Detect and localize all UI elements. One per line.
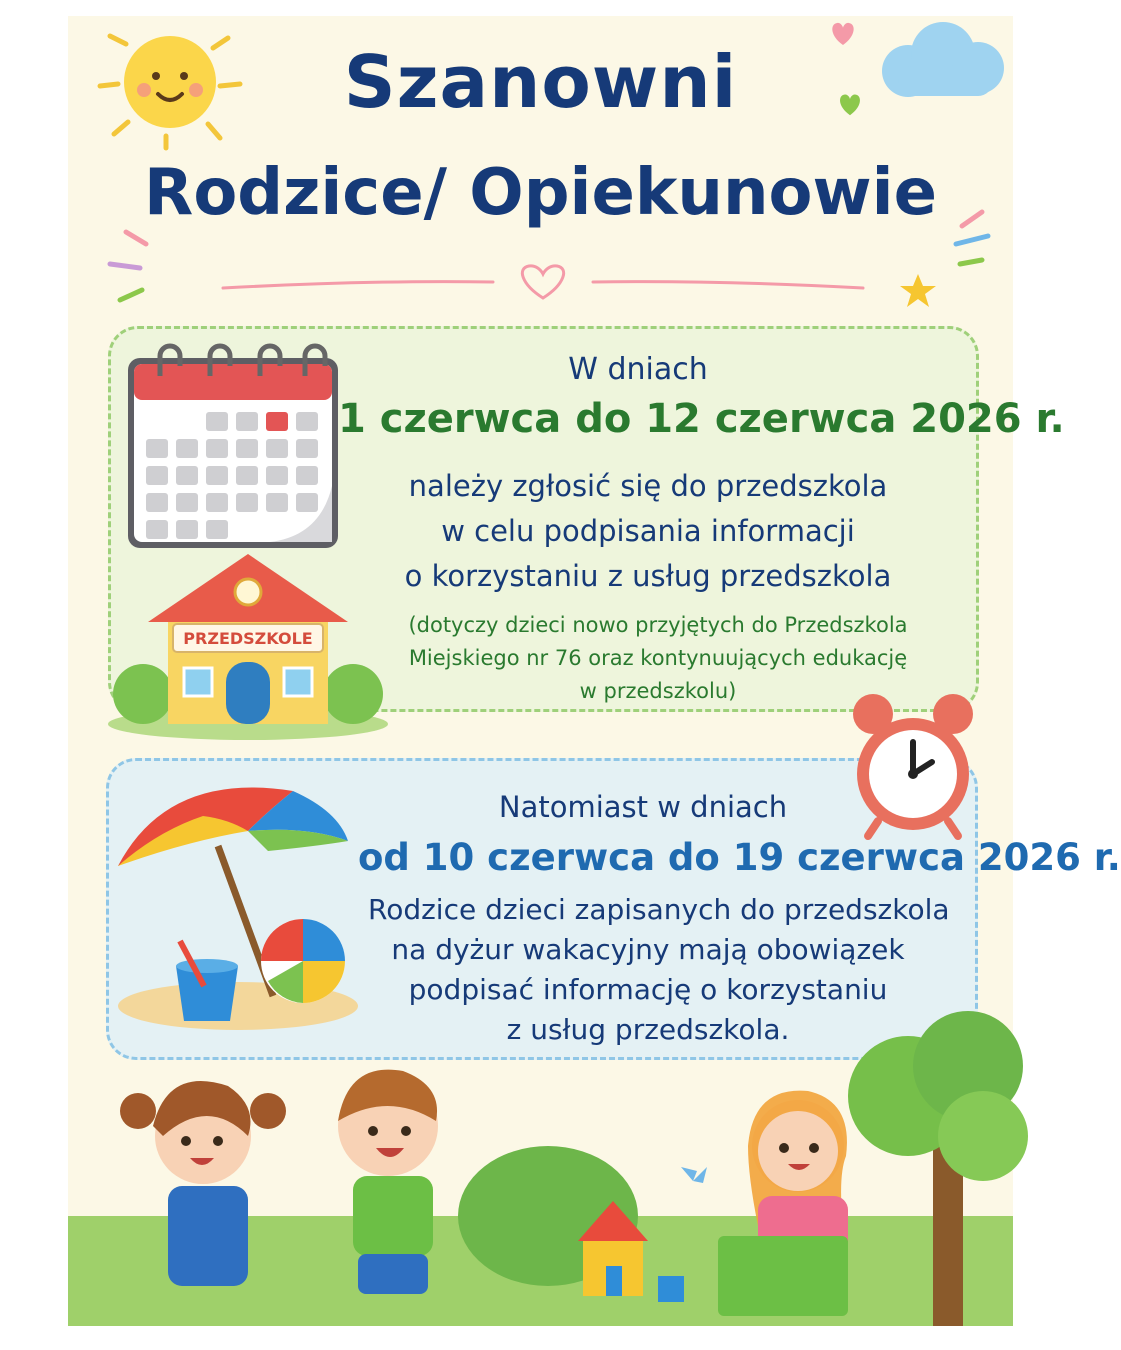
calendar-day-cell	[266, 466, 288, 485]
calendar-day-cell	[236, 493, 258, 512]
calendar-day-cell	[146, 466, 168, 485]
section2-dates: od 10 czerwca do 19 czerwca 2026 r.	[358, 836, 1121, 879]
school-icon	[108, 544, 388, 739]
school-sign: PRZEDSZKOLE	[183, 629, 313, 648]
calendar-day-cell	[206, 493, 228, 512]
beach-umbrella-icon	[108, 771, 368, 1036]
section2-lead: Natomiast w dniach	[498, 790, 788, 824]
section1-note-line: (dotyczy dzieci nowo przyjętych do Przedszkola	[408, 613, 908, 637]
child-girl-reading	[718, 1091, 848, 1316]
calendar-day-cell	[266, 412, 288, 431]
calendar-day-cell	[206, 466, 228, 485]
star-icon	[898, 271, 938, 311]
alarm-clock-icon	[848, 686, 978, 841]
calendar-day-cell	[176, 520, 198, 539]
calendar-day-cell	[236, 466, 258, 485]
calendar-day-cell	[146, 520, 168, 539]
calendar-day-cell	[266, 493, 288, 512]
section1-body-line: należy zgłosić się do przedszkola	[408, 469, 888, 503]
poster	[68, 16, 1121, 1326]
butterfly-icon	[681, 1167, 707, 1183]
section1-body-line: o korzystaniu z usług przedszkola	[404, 559, 892, 593]
calendar-day-cell	[146, 493, 168, 512]
section2-body-line: podpisać informację o korzystaniu	[408, 973, 888, 1006]
calendar-day-cell	[176, 439, 198, 458]
calendar-day-cell	[176, 493, 198, 512]
calendar-day-cell	[236, 412, 258, 431]
calendar-day-cell	[206, 412, 228, 431]
section2-body-line: Rodzice dzieci zapisanych do przedszkola	[368, 893, 950, 926]
calendar-day-cell	[296, 439, 318, 458]
calendar-day-cell	[206, 439, 228, 458]
calendar-day-cell	[176, 466, 198, 485]
section1-lead: W dniach	[568, 352, 708, 387]
bucket-icon	[176, 941, 238, 1021]
beach-ball-icon	[261, 919, 345, 1003]
sparkle-icon	[938, 206, 998, 276]
calendar-day-cell	[146, 439, 168, 458]
calendar-icon	[120, 336, 350, 556]
heart-divider	[223, 256, 863, 306]
calendar-day-cell	[296, 466, 318, 485]
calendar-day-cell	[296, 493, 318, 512]
children-playing-illustration	[68, 1026, 1013, 1326]
section1-note-line: w przedszkolu)	[579, 679, 737, 703]
calendar-day-cell	[236, 439, 258, 458]
page-title-line2: Rodzice/ Opiekunowie	[144, 156, 937, 230]
calendar-day-cell	[266, 439, 288, 458]
section1-note-line: Miejskiego nr 76 oraz kontynuujących edukację	[408, 646, 908, 670]
calendar-day-cell	[296, 412, 318, 431]
sparkle-icon	[106, 224, 166, 309]
section1-body-line: w celu podpisania informacji	[441, 514, 855, 548]
calendar-day-cell	[206, 520, 228, 539]
section2-body-line: z usług przedszkola.	[506, 1013, 790, 1046]
page-title-line1: Szanowni	[343, 40, 738, 124]
section1-dates: 1 czerwca do 12 czerwca 2026 r.	[338, 396, 1065, 442]
section2-body-line: na dyżur wakacyjny mają obowiązek	[391, 933, 905, 966]
section1-body	[358, 464, 938, 599]
